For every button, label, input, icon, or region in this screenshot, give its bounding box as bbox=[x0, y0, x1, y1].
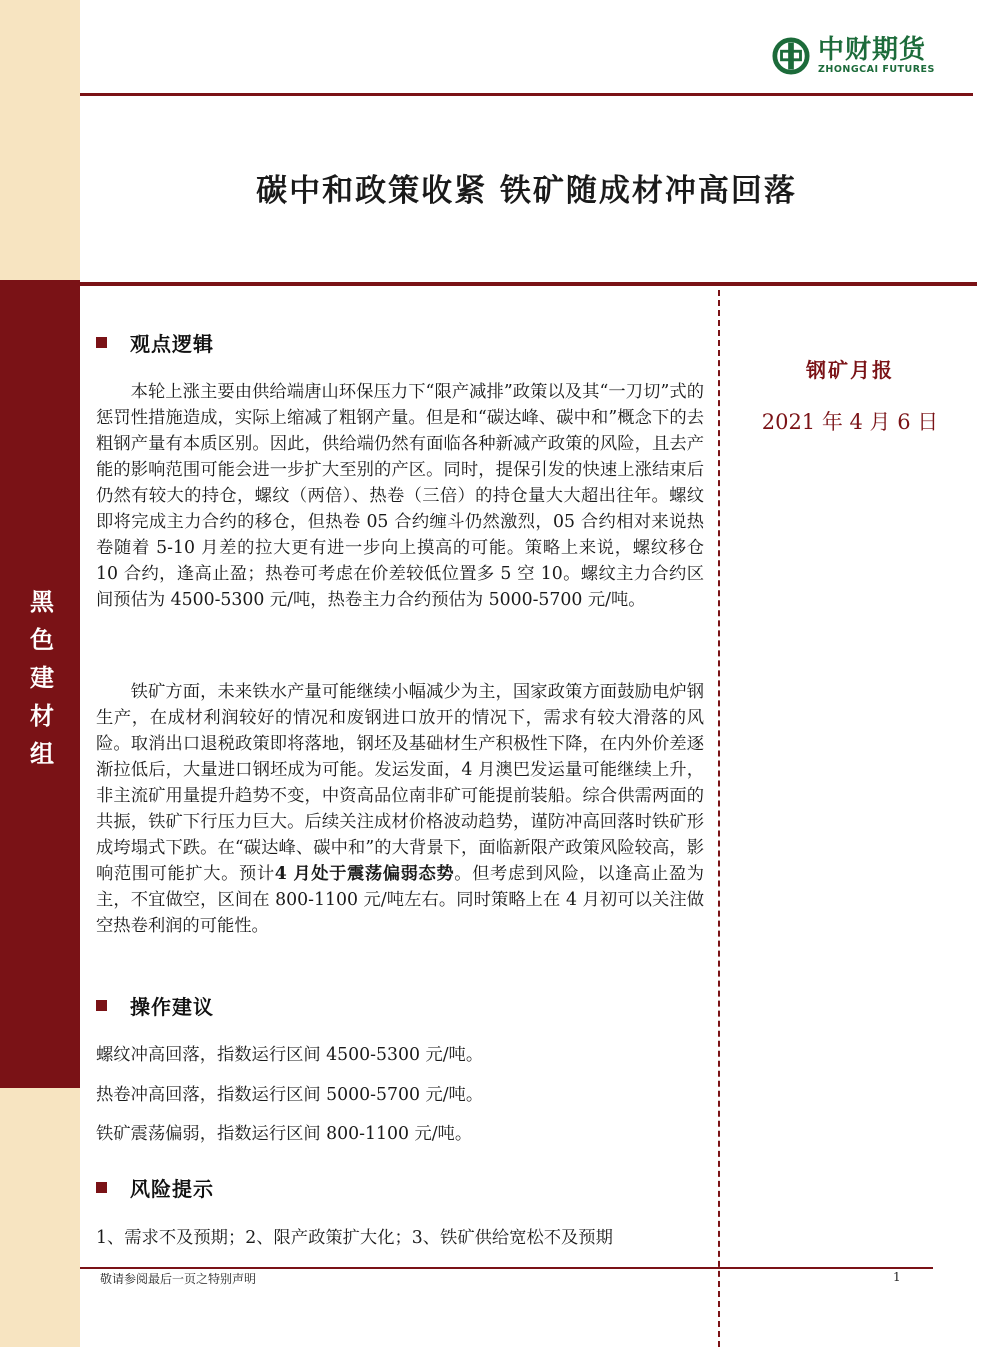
section-viewpoint-heading bbox=[96, 328, 214, 357]
viewpoint-paragraph-2-text-b: 。但考虑到风险，以逢高止盈为主，不宜做空，区间在 800-1100 元/吨左右。同时策略上在 4 月初可以关注做空热卷利润的可能性。 bbox=[96, 864, 704, 936]
viewpoint-paragraph-2-text-a: 铁矿方面，未来铁水产量可能继续小幅减少为主，国家政策方面鼓励电炉钢生产，在成材利润较好的情况和废钢进口放开的情况下，需求有较大滑落的风险。取消出口退税政策即将落地，钢坯及基础材生产积极性下降，在内外价差逐渐拉低后，大量进口钢坯成为可能。发运发面，4 月澳巴发运量可能继续上升，非主流矿用量提升趋势不变，中资高品位南非矿可能提前装船。综合供需两面的共振，铁矿下行压力巨大。后续关注成材价格波动趋势，谨防冲高回落时铁矿形成垮塌式下跌。在“碳达峰、碳中和”的大背景下，面临新限产政策风险较高，影响范围可能扩大。预计 bbox=[96, 682, 704, 884]
section-title: 风险提示 bbox=[130, 1177, 214, 1201]
group-label-block bbox=[0, 280, 80, 1088]
section-bullet-icon bbox=[96, 337, 107, 348]
section-advice-heading bbox=[96, 991, 214, 1020]
column-divider bbox=[718, 290, 720, 1347]
footer-rule bbox=[80, 1267, 933, 1269]
footer-disclaimer: 敬请参阅最后一页之特别声明 bbox=[100, 1272, 257, 1286]
brand-name-cn: 中财期货 bbox=[818, 35, 927, 65]
risk-text: 1、需求不及预期；2、限产政策扩大化；3、铁矿供给宽松不及预期 bbox=[96, 1228, 613, 1248]
section-title: 观点逻辑 bbox=[130, 332, 214, 356]
viewpoint-paragraph-2-highlight: 4 月处于震荡偏弱态势 bbox=[274, 864, 455, 884]
advice-item: 螺纹冲高回落，指数运行区间 4500-5300 元/吨。 bbox=[96, 1045, 484, 1065]
section-risk-heading bbox=[96, 1173, 214, 1202]
viewpoint-paragraph-2 bbox=[96, 679, 704, 939]
group-label: 黑色建材组 bbox=[25, 589, 55, 779]
report-type: 钢矿月报 bbox=[806, 358, 894, 382]
brand-name-en: ZHONGCAI FUTURES bbox=[818, 64, 935, 75]
advice-item: 热卷冲高回落，指数运行区间 5000-5700 元/吨。 bbox=[96, 1085, 484, 1105]
section-title: 操作建议 bbox=[130, 995, 214, 1019]
advice-item: 铁矿震荡偏弱，指数运行区间 800-1100 元/吨。 bbox=[96, 1124, 473, 1144]
section-bullet-icon bbox=[96, 1000, 107, 1011]
page-number: 1 bbox=[893, 1270, 901, 1284]
viewpoint-paragraph-1: 本轮上涨主要由供给端唐山环保压力下“限产减排”政策以及其“一刀切”式的惩罚性措施造成，实际上缩减了粗钢产量。但是和“碳达峰、碳中和”概念下的去粗钢产量有本质区别。因此，供给端仍然有面临各种新减产政策的风险，且去产能的影响范围可能会进一步扩大至别的产区。同时，提保引发的快速上涨结束后仍然有较大的持仓，螺纹（两倍）、热卷（三倍）的持仓量大大超出往年。螺纹即将完成主力合约的移仓，但热卷 05 合约缠斗仍然激烈，05 合约相对来说热卷随着 5-10 月差的拉大更有进一步向上摸高的可能。策略上来说，螺纹移仓 10 合约，逢高止盈；热卷可考虑在价差较低位置多 5 空 10。螺纹主力合约区间预估为 4500-5300 元/吨，热卷主力合约预估为 5000-5700 元/吨。 bbox=[96, 382, 704, 610]
title-rule bbox=[80, 282, 977, 286]
header-rule bbox=[80, 93, 973, 96]
document-title: 碳中和政策收紧 铁矿随成材冲高回落 bbox=[256, 173, 797, 209]
brand-logo bbox=[772, 36, 935, 76]
brand-logo-icon bbox=[772, 37, 810, 75]
report-date: 2021 年 4 月 6 日 bbox=[761, 410, 939, 434]
section-bullet-icon bbox=[96, 1182, 107, 1193]
